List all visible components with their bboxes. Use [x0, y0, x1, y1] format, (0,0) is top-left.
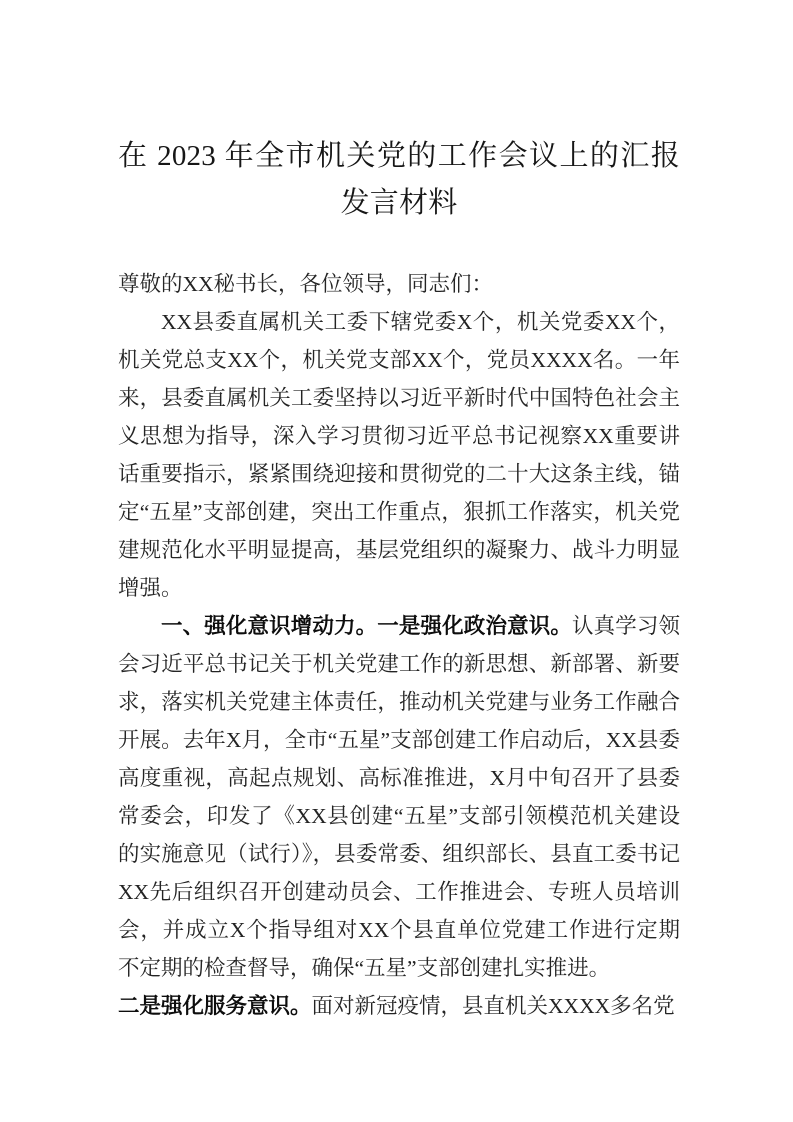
section-2-body-text: 面对新冠疫情，县直机关XXXX多名党 [311, 994, 675, 1018]
page-title-line-1: 在 2023 年全市机关党的工作会议上的汇报 [118, 140, 680, 172]
body-paragraph-1 [118, 303, 680, 607]
page-title [118, 0, 680, 227]
section-2-subheading: 二是强化服务意识。 [118, 994, 312, 1018]
salutation-paragraph [118, 265, 680, 303]
section-1-body-text: 认真学习领会习近平总书记关于机关党建工作的新思想、新部署、新要求，落实机关党建主体责任，推动机关党建与业务工作融合开展。去年X月，全市“五星”支部创建工作启动后，XX县委高度重视，高起点规划、高标准推进，X月中旬召开了县委常委会，印发了《XX县创建“五星”支部引领模范机关建设的实施意见（试行）》，县委常委、组织部长、县直工委书记XX先后组织召开创建动员会、工作推进会、专班人员培训会，并成立X个指导组对XX个县直单位党建工作进行定期不定期的检查督导，确保“五星”支部创建扎实推进。 [118, 614, 680, 980]
section-2-paragraph [118, 987, 680, 1025]
page-content-column [118, 0, 680, 1025]
page-title-line-2: 发言材料 [340, 187, 458, 219]
document-body [118, 265, 680, 1025]
section-1-heading: 一、强化意识增动力。 [161, 614, 378, 638]
body-paragraph-1-text: XX县委直属机关工委下辖党委X个，机关党委XX个，机关党总支XX个，机关党支部XX个，党员XXXX名。一年来，县委直属机关工委坚持以习近平新时代中国特色社会主义思想为指导，深入学习贯彻习近平总书记视察XX重要讲话重要指示，紧紧围绕迎接和贯彻党的二十大这条主线，锚定“五星”支部创建，突出工作重点，狠抓工作落实，机关党建规范化水平明显提高，基层党组织的凝聚力、战斗力明显增强。 [118, 310, 680, 600]
section-1-subheading: 一是强化政治意识。 [377, 614, 572, 638]
section-1-paragraph [118, 607, 680, 987]
salutation-text: 尊敬的XX秘书长，各位领导，同志们： [118, 272, 494, 296]
